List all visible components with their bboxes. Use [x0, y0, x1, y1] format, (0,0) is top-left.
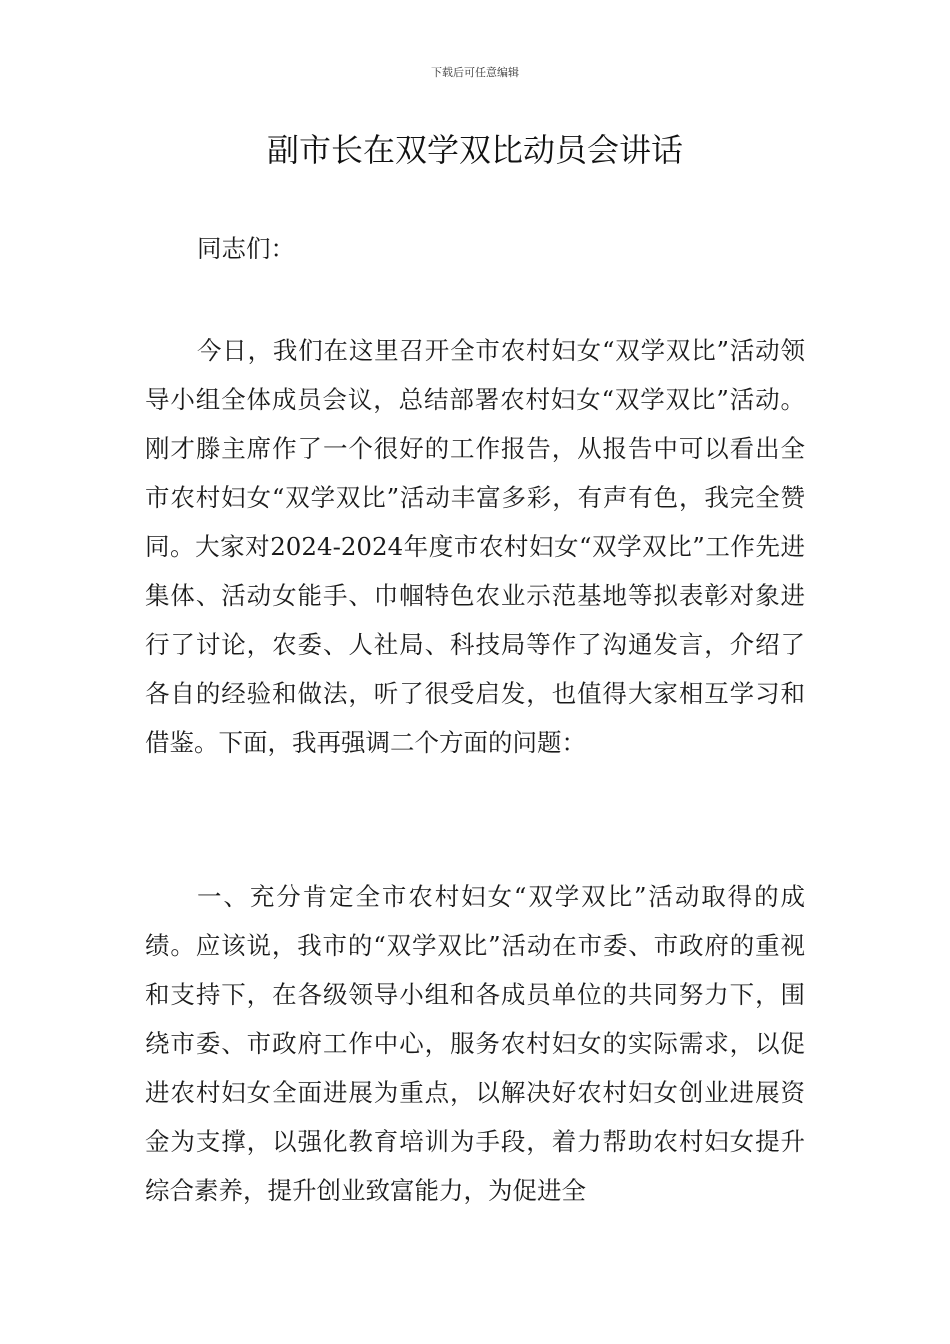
paragraph-1: 今日，我们在这里召开全市农村妇女“双学双比”活动领导小组全体成员会议，总结部署农村妇女“双学双比”活动。刚才滕主席作了一个很好的工作报告，从报告中可以看出全市农村妇女“双学双比”活动丰富多彩，有声有色，我完全赞同。大家对2024-2024年度市农村妇女“双学双比”工作先进集体、活动女能手、巾帼特色农业示范基地等拟表彰对象进行了讨论，农委、人社局、科技局等作了沟通发言，介绍了各自的经验和做法，听了很受启发，也值得大家相互学习和借鉴。下面，我再强调二个方面的问题：	[145, 336, 805, 757]
page-header-note: 下载后可任意编辑	[431, 66, 519, 79]
document-title: 副市长在双学双比动员会讲话	[266, 131, 683, 169]
paragraph-2: 一、充分肯定全市农村妇女“双学双比”活动取得的成绩。应该说，我市的“双学双比”活动在市委、市政府的重视和支持下，在各级领导小组和各成员单位的共同努力下，围绕市委、市政府工作中心，服务农村妇女的实际需求，以促进农村妇女全面进展为重点，以解决好农村妇女创业进展资金为支撑，以强化教育培训为手段，着力帮助农村妇女提升综合素养，提升创业致富能力，为促进全	[145, 882, 805, 1205]
salutation: 同志们：	[197, 234, 295, 263]
